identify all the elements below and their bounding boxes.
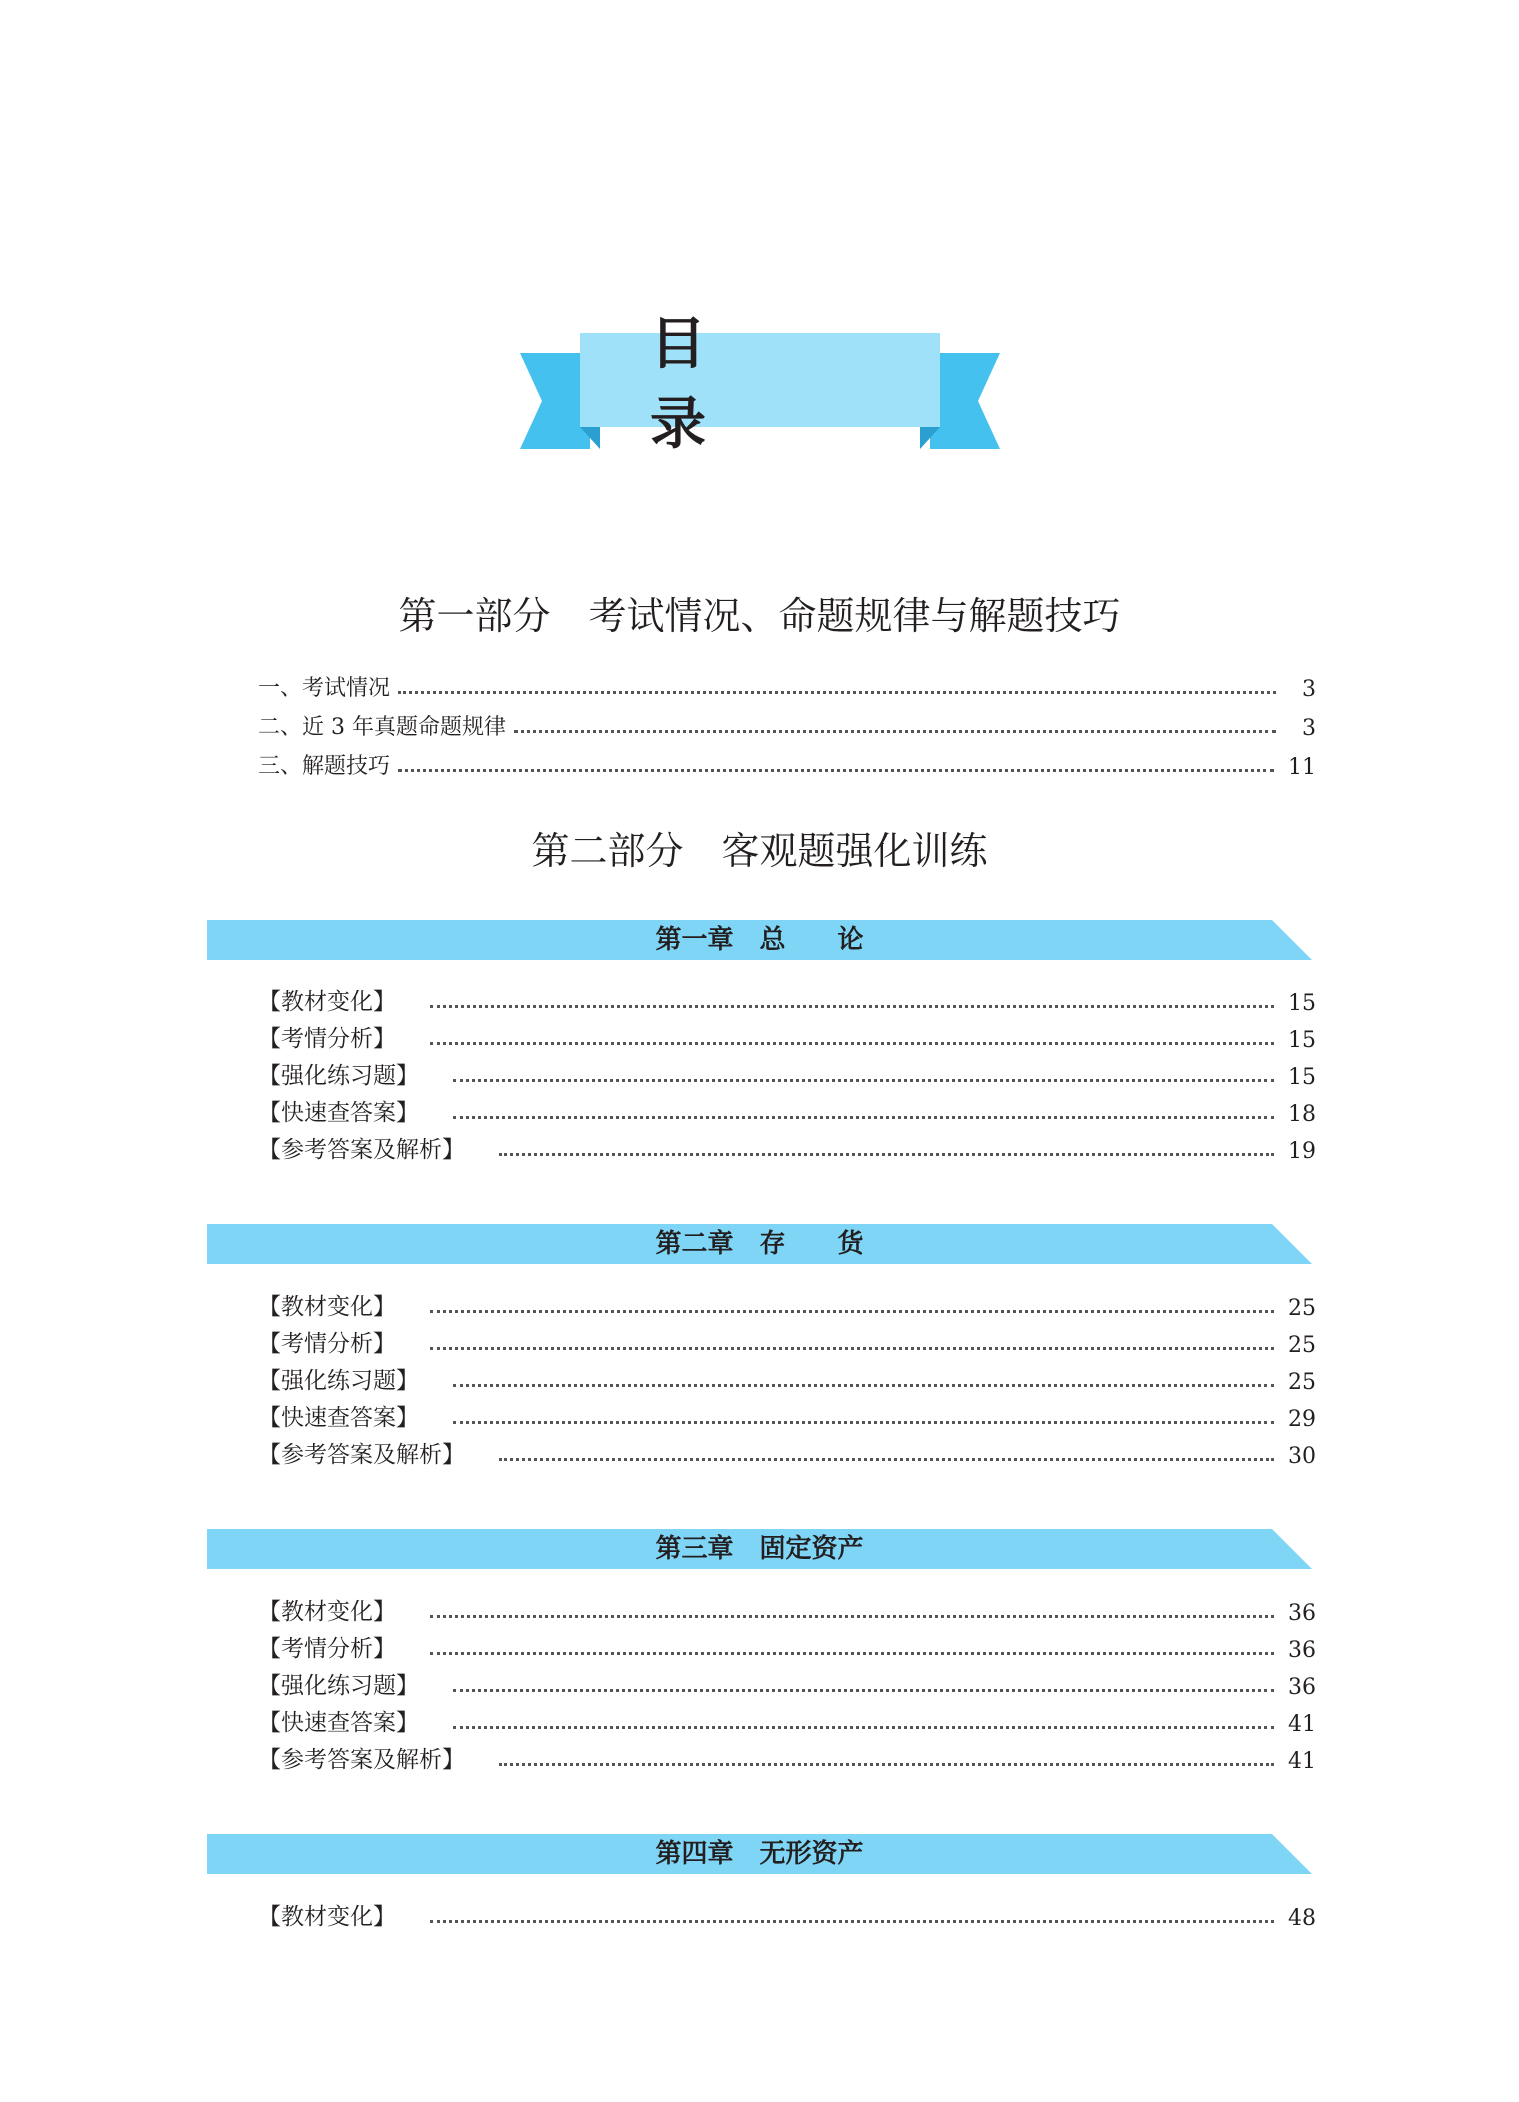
toc-entry-page: 25 xyxy=(1288,1296,1316,1321)
toc-entry-page: 15 xyxy=(1288,991,1316,1016)
chapter-title: 第三章 固定资产 xyxy=(655,1534,864,1564)
toc-entry[interactable] xyxy=(258,746,1316,780)
toc-entry-label: 一、考试情况 xyxy=(258,676,391,701)
toc-entry-page: 25 xyxy=(1288,1370,1316,1395)
chapter-header xyxy=(207,920,1312,960)
leader-dots xyxy=(430,1042,1274,1045)
toc-entry[interactable] xyxy=(258,1592,1316,1626)
toc-entry[interactable] xyxy=(258,1897,1316,1931)
toc-entry[interactable] xyxy=(258,1435,1316,1469)
toc-entry-label: 【教材变化】 xyxy=(258,1294,396,1320)
leader-dots xyxy=(499,1153,1274,1156)
toc-entry[interactable] xyxy=(258,1130,1316,1164)
toc-entry-label: 二、近 3 年真题命题规律 xyxy=(258,715,506,740)
toc-entry-page: 15 xyxy=(1288,1028,1316,1053)
chapter-header xyxy=(207,1529,1312,1569)
toc-entry[interactable] xyxy=(258,1629,1316,1663)
chapter-title: 第一章 总 论 xyxy=(655,925,864,955)
leader-dots xyxy=(430,1920,1274,1923)
toc-entry-page: 11 xyxy=(1288,755,1316,780)
leader-dots xyxy=(430,1310,1274,1313)
toc-entry-page: 15 xyxy=(1288,1065,1316,1090)
toc-entry-label: 【考情分析】 xyxy=(258,1026,396,1052)
toc-entry-label: 【参考答案及解析】 xyxy=(258,1442,465,1468)
leader-dots xyxy=(499,1763,1274,1766)
leader-dots xyxy=(453,1726,1274,1729)
toc-entry-page: 36 xyxy=(1288,1601,1316,1626)
leader-dots xyxy=(398,769,1274,772)
toc-entry-label: 【快速查答案】 xyxy=(258,1100,419,1126)
toc-entry[interactable] xyxy=(258,1287,1316,1321)
toc-banner xyxy=(520,311,1000,457)
toc-entry-label: 【考情分析】 xyxy=(258,1331,396,1357)
toc-entry-label: 【教材变化】 xyxy=(258,1599,396,1625)
leader-dots xyxy=(430,1347,1274,1350)
toc-entry[interactable] xyxy=(258,1093,1316,1127)
toc-entry-page: 25 xyxy=(1288,1333,1316,1358)
leader-dots xyxy=(398,691,1276,694)
toc-entry-page: 36 xyxy=(1288,1675,1316,1700)
toc-entry-page: 3 xyxy=(1302,677,1316,702)
leader-dots xyxy=(514,730,1276,733)
toc-entry-label: 三、解题技巧 xyxy=(258,754,391,779)
chapter-header xyxy=(207,1834,1312,1874)
toc-entry-label: 【快速查答案】 xyxy=(258,1405,419,1431)
toc-entry-page: 41 xyxy=(1288,1712,1316,1737)
toc-entry-page: 3 xyxy=(1302,716,1316,741)
leader-dots xyxy=(430,1652,1274,1655)
toc-entry[interactable] xyxy=(258,707,1316,741)
toc-entry-label: 【考情分析】 xyxy=(258,1636,396,1662)
toc-entry-label: 【教材变化】 xyxy=(258,989,396,1015)
toc-title: 目 录 xyxy=(650,311,776,457)
toc-entry[interactable] xyxy=(258,668,1316,702)
chapter-header xyxy=(207,1224,1312,1264)
toc-entry-page: 19 xyxy=(1288,1139,1316,1164)
leader-dots xyxy=(453,1384,1274,1387)
toc-entry[interactable] xyxy=(258,1666,1316,1700)
toc-entry-label: 【强化练习题】 xyxy=(258,1673,419,1699)
leader-dots xyxy=(430,1005,1274,1008)
toc-entry[interactable] xyxy=(258,982,1316,1016)
chapter-title: 第二章 存 货 xyxy=(655,1229,864,1259)
chapter-title: 第四章 无形资产 xyxy=(655,1839,864,1869)
leader-dots xyxy=(430,1615,1274,1618)
leader-dots xyxy=(453,1116,1274,1119)
toc-entry-label: 【强化练习题】 xyxy=(258,1368,419,1394)
toc-entry-label: 【强化练习题】 xyxy=(258,1063,419,1089)
toc-entry-page: 30 xyxy=(1288,1444,1316,1469)
toc-entry-label: 【教材变化】 xyxy=(258,1904,396,1930)
toc-entry-label: 【参考答案及解析】 xyxy=(258,1137,465,1163)
toc-entry-page: 41 xyxy=(1288,1749,1316,1774)
toc-entry-page: 18 xyxy=(1288,1102,1316,1127)
part1-title: 第一部分 考试情况、命题规律与解题技巧 xyxy=(398,594,1121,638)
leader-dots xyxy=(499,1458,1274,1461)
toc-entry[interactable] xyxy=(258,1361,1316,1395)
toc-entry-label: 【快速查答案】 xyxy=(258,1710,419,1736)
toc-entry[interactable] xyxy=(258,1703,1316,1737)
part2-title: 第二部分 客观题强化训练 xyxy=(531,829,988,873)
toc-entry[interactable] xyxy=(258,1740,1316,1774)
toc-entry[interactable] xyxy=(258,1398,1316,1432)
toc-entry-page: 48 xyxy=(1288,1906,1316,1931)
toc-entry-page: 36 xyxy=(1288,1638,1316,1663)
leader-dots xyxy=(453,1079,1274,1082)
toc-entry-label: 【参考答案及解析】 xyxy=(258,1747,465,1773)
toc-entry[interactable] xyxy=(258,1019,1316,1053)
toc-entry-page: 29 xyxy=(1288,1407,1316,1432)
toc-entry[interactable] xyxy=(258,1324,1316,1358)
leader-dots xyxy=(453,1689,1274,1692)
toc-entry[interactable] xyxy=(258,1056,1316,1090)
leader-dots xyxy=(453,1421,1274,1424)
